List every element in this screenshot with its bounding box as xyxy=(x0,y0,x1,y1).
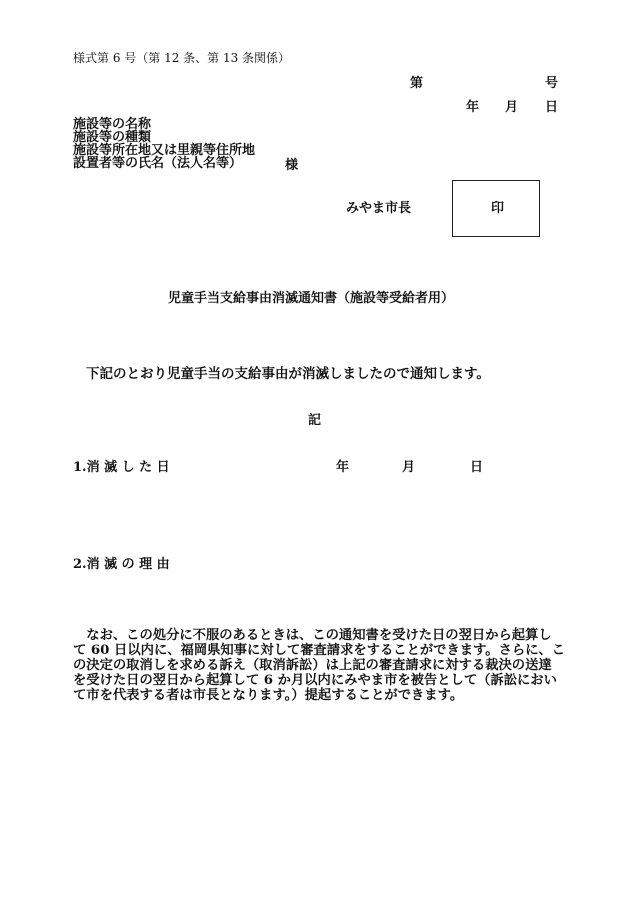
form-number: 様式第 6 号（第 12 条、第 13 条関係） xyxy=(73,51,291,65)
notice-line: の決定の取消しを求める訴え（取消訴訟）は上記の審査請求に対する裁決の送達 xyxy=(73,658,552,673)
notice-line: なお、この処分に不服のあるときは、この通知書を受けた日の翌日から起算し xyxy=(73,628,552,643)
appeal-notice xyxy=(73,628,566,703)
notice-line: て 60 日以内に、福岡県知事に対して審査請求をすることができます。さらに、こ xyxy=(73,643,566,658)
recipient-block xyxy=(73,118,255,170)
notice-line: て市を代表する者は市長となります。）提起することができます。 xyxy=(73,688,464,703)
issue-date-month: 月 xyxy=(505,100,519,115)
document-number-suffix: 号 xyxy=(545,76,559,91)
document-title: 児童手当支給事由消滅通知書（施設等受給者用） xyxy=(168,291,455,306)
honorific: 様 xyxy=(285,158,299,173)
item1-year: 年 xyxy=(336,460,350,475)
seal-label: 印 xyxy=(491,201,505,216)
item2-label: 2.消 滅 の 理 由 xyxy=(73,557,170,572)
founder-name-label: 設置者等の氏名（法人名等） xyxy=(73,156,243,171)
item1-day: 日 xyxy=(470,460,484,475)
document-number-label: 第 xyxy=(410,76,424,91)
facility-type-label: 施設等の種類 xyxy=(73,130,152,145)
intro-text: 下記のとおり児童手当の支給事由が消滅しましたので通知します。 xyxy=(86,366,490,382)
notice-line: を受けた日の翌日から起算して 6 か月以内にみやま市を被告として（訴訟におい xyxy=(73,673,557,688)
issuer-mayor: みやま市長 xyxy=(346,201,412,216)
issue-date-year: 年 xyxy=(466,100,480,115)
item1-month: 月 xyxy=(402,460,416,475)
item1-label: 1.消 滅 し た 日 xyxy=(73,460,170,475)
ki-heading: 記 xyxy=(308,413,322,428)
facility-address-label: 施設等所在地又は里親等住所地 xyxy=(73,143,256,158)
issue-date-day: 日 xyxy=(545,100,559,115)
facility-name-label: 施設等の名称 xyxy=(73,117,152,132)
